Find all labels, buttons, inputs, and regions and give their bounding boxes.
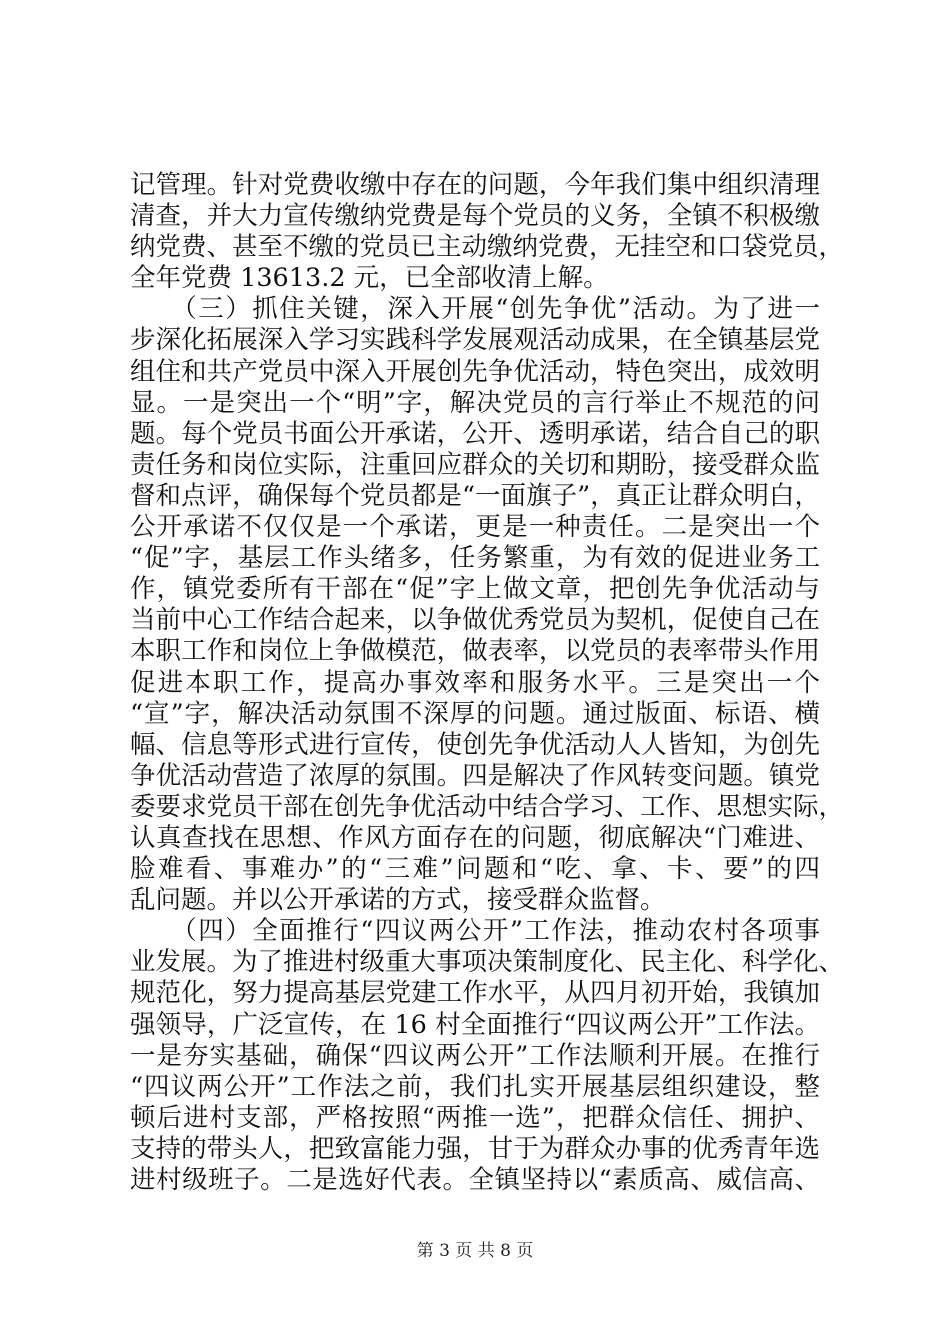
text-line: 显。一是突出一个“明”字，解决党员的言行举止不规范的问 bbox=[130, 387, 820, 418]
text-line: “四议两公开”工作法之前，我们扎实开展基层组织建设，整 bbox=[130, 1071, 820, 1102]
text-line: 本职工作和岗位上争做模范，做表率，以党员的表率带头作用 bbox=[130, 636, 820, 667]
text-line: 幅、信息等形式进行宣传，使创先争优活动人人皆知，为创先 bbox=[130, 729, 820, 760]
text-line: 脸难看、事难办”的“三难”问题和“吃、拿、卡、要”的四 bbox=[130, 854, 820, 885]
text-line: 一是夯实基础，确保“四议两公开”工作法顺利开展。在推行 bbox=[130, 1040, 820, 1071]
text-line: （四）全面推行“四议两公开”工作法，推动农村各项事 bbox=[130, 916, 820, 947]
text-line: 公开承诺不仅仅是一个承诺，更是一种责任。二是突出一个 bbox=[130, 512, 820, 543]
text-line: 督和点评，确保每个党员都是“一面旗子”，真正让群众明白， bbox=[130, 480, 820, 511]
text-line: 支持的带头人，把致富能力强，甘于为群众办事的优秀青年选 bbox=[130, 1133, 820, 1164]
text-line: 促进本职工作，提高办事效率和服务水平。三是突出一个 bbox=[130, 667, 820, 698]
text-line: 强领导，广泛宣传，在 16 村全面推行“四议两公开”工作法。 bbox=[130, 1009, 820, 1040]
text-line: 题。每个党员书面公开承诺，公开、透明承诺，结合自己的职 bbox=[130, 418, 820, 449]
text-line: 组住和共产党员中深入开展创先争优活动，特色突出，成效明 bbox=[130, 356, 820, 387]
page-footer: 第 3 页 共 8 页 bbox=[416, 1241, 534, 1261]
text-line: 步深化拓展深入学习实践科学发展观活动成果，在全镇基层党 bbox=[130, 325, 820, 356]
text-line: “促”字，基层工作头绪多，任务繁重，为有效的促进业务工 bbox=[130, 543, 820, 574]
text-line: 乱问题。并以公开承诺的方式，接受群众监督。 bbox=[130, 885, 666, 916]
text-line: 当前中心工作结合起来，以争做优秀党员为契机，促使自己在 bbox=[130, 605, 820, 636]
text-line: （三）抓住关键，深入开展“创先争优”活动。为了进一 bbox=[130, 294, 820, 325]
text-line: 规范化，努力提高基层党建工作水平，从四月初开始，我镇加 bbox=[130, 978, 820, 1009]
text-line: 争优活动营造了浓厚的氛围。四是解决了作风转变问题。镇党 bbox=[130, 760, 820, 791]
text-line: 业发展。为了推进村级重大事项决策制度化、民主化、科学化、 bbox=[130, 947, 845, 978]
text-line: 全年党费 13613.2 元，已全部收清上解。 bbox=[130, 263, 609, 294]
text-line: 作，镇党委所有干部在“促”字上做文章，把创先争优活动与 bbox=[130, 574, 820, 605]
body-text bbox=[130, 170, 845, 1196]
text-line: 记管理。针对党费收缴中存在的问题，今年我们集中组织清理 bbox=[130, 170, 820, 200]
text-line: 责任务和岗位实际，注重回应群众的关切和期盼，接受群众监 bbox=[130, 449, 820, 480]
text-line: 认真查找在思想、作风方面存在的问题，彻底解决“门难进、 bbox=[130, 822, 820, 853]
text-line: “宣”字，解决活动氛围不深厚的问题。通过版面、标语、横 bbox=[130, 698, 820, 729]
text-line: 清查，并大力宣传缴纳党费是每个党员的义务，全镇不积极缴 bbox=[130, 201, 820, 232]
text-line: 纳党费、甚至不缴的党员已主动缴纳党费，无挂空和口袋党员， bbox=[130, 232, 845, 263]
text-line: 顿后进村支部，严格按照“两推一选”，把群众信任、拥护、 bbox=[130, 1102, 820, 1133]
text-line: 进村级班子。二是选好代表。全镇坚持以“素质高、威信高、 bbox=[130, 1165, 820, 1195]
text-line: 委要求党员干部在创先争优活动中结合学习、工作、思想实际， bbox=[130, 791, 845, 822]
